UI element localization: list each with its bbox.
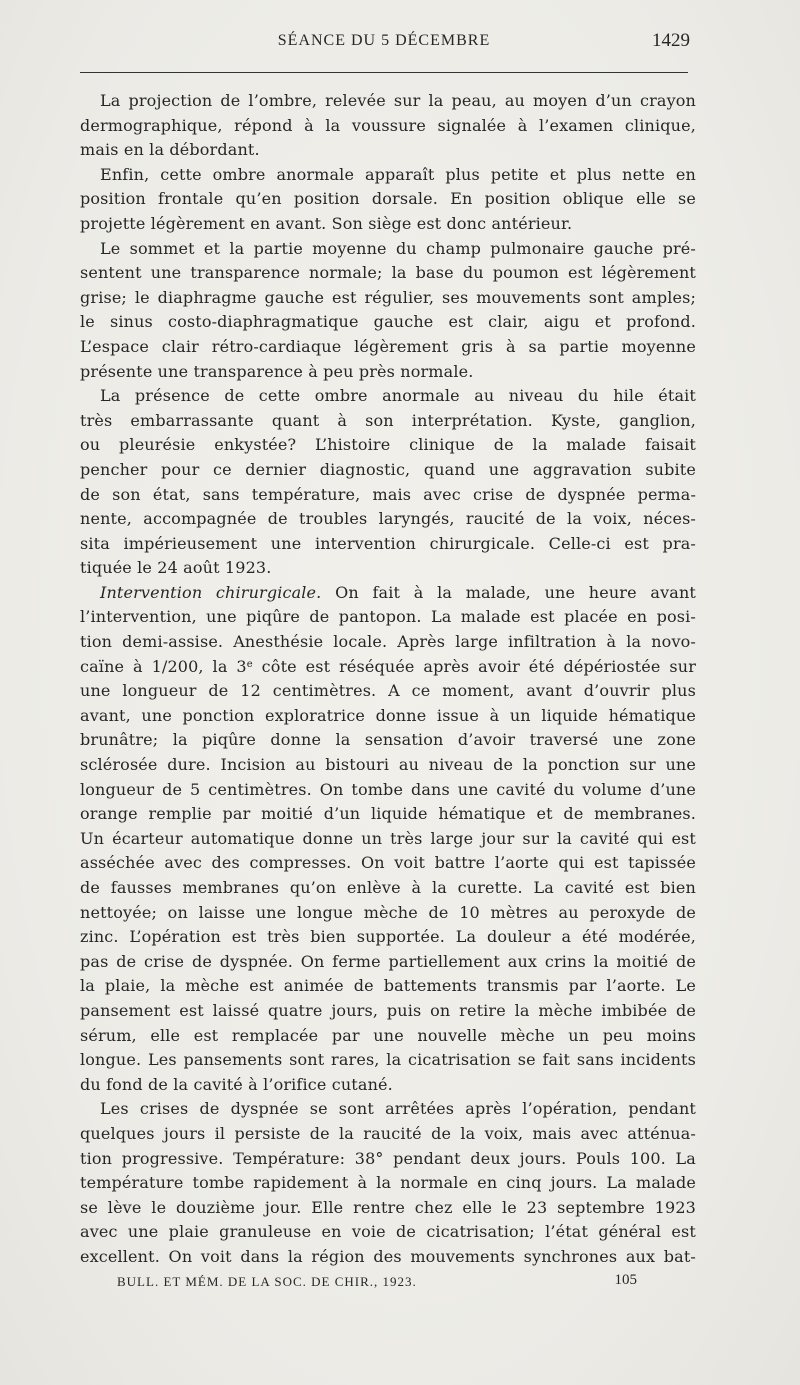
text-line: ou pleurésie enkystée? L’histoire clinique de la malade faisait bbox=[80, 435, 696, 455]
page-header bbox=[78, 30, 690, 56]
text-line: longueur de 5 centimètres. On tombe dans une cavité du volume d’une bbox=[80, 779, 696, 799]
text-line: sentent une transparence normale; la base du poumon est légèrement bbox=[80, 263, 696, 283]
text-line: pencher pour ce dernier diagnostic, quand une aggravation subite bbox=[80, 459, 696, 479]
text-line: le sinus costo-diaphragmatique gauche est clair, aigu et profond. bbox=[80, 312, 696, 332]
text-line: La projection de l’ombre, relevée sur la peau, au moyen d’un crayon bbox=[100, 91, 696, 110]
text-line: Un écarteur automatique donne un très large jour sur la cavité qui est bbox=[80, 828, 696, 848]
header-rule bbox=[80, 72, 688, 73]
text-line: brunâtre; la piqûre donne la sensation d’avoir traversé une zone bbox=[80, 730, 696, 750]
text-line: nente, accompagnée de troubles laryngés, raucité de la voix, néces- bbox=[80, 509, 696, 529]
text-line: présente une transparence à peu près normale. bbox=[80, 361, 474, 381]
text-line: avec une plaie granuleuse en voie de cicatrisation; l’état général est bbox=[80, 1222, 696, 1242]
text-line: nettoyée; on laisse une longue mèche de 10 mètres au peroxyde de bbox=[80, 902, 696, 922]
text-line: caïne à 1/200, la 3e côte est réséquée après avoir été dépériostée sur bbox=[80, 656, 696, 676]
text-line: asséchée avec des compresses. On voit battre l’aorte qui est tapissée bbox=[80, 853, 696, 873]
text-line: orange remplie par moitié d’un liquide hématique et de membranes. bbox=[80, 804, 696, 824]
signature-mark: 105 bbox=[614, 1272, 637, 1288]
text-line: très embarrassante quant à son interprétation. Kyste, ganglion, bbox=[80, 410, 696, 430]
text-line: excellent. On voit dans la région des mouvements synchrones aux bat- bbox=[80, 1246, 696, 1266]
text-line: L’espace clair rétro-cardiaque légèrement gris à sa partie moyenne bbox=[80, 336, 696, 356]
text-line: La présence de cette ombre anormale au niveau du hile était bbox=[100, 386, 696, 406]
text-line: Enfin, cette ombre anormale apparaît plus petite et plus nette en bbox=[100, 164, 696, 184]
text-line: projette légèrement en avant. Son siège est donc antérieur. bbox=[80, 213, 573, 233]
text-line: Les crises de dyspnée se sont arrêtées après l’opération, pendant bbox=[100, 1099, 696, 1119]
text-line: tion demi-assise. Anesthésie locale. Après large infiltration à la novo- bbox=[80, 632, 696, 652]
text-line: la plaie, la mèche est animée de battements transmis par l’aorte. Le bbox=[80, 976, 696, 996]
text-line: mais en la débordant. bbox=[80, 140, 260, 160]
text-line: l’intervention, une piqûre de pantopon. La malade est placée en posi- bbox=[80, 607, 696, 627]
text-line: pansement est laissé quatre jours, puis on retire la mèche imbibée de bbox=[80, 1000, 696, 1020]
text-line: grise; le diaphragme gauche est régulier, ses mouvements sont amples; bbox=[80, 287, 696, 307]
text-line: de son état, sans température, mais avec crise de dyspnée perma- bbox=[80, 484, 696, 504]
text-line: du fond de la cavité à l’orifice cutané. bbox=[80, 1074, 393, 1094]
superscript: e bbox=[246, 658, 253, 670]
text-line: Intervention chirurgicale. On fait à la malade, une heure avant bbox=[100, 582, 696, 602]
text-line: Le sommet et la partie moyenne du champ pulmonaire gauche pré- bbox=[100, 238, 696, 258]
page-footer bbox=[117, 1272, 637, 1296]
article-body bbox=[80, 89, 696, 1270]
journal-citation: BULL. ET MÉM. DE LA SOC. DE CHIR., 1923. bbox=[117, 1274, 417, 1289]
text-line: longue. Les pansements sont rares, la cicatrisation se fait sans incidents bbox=[80, 1050, 696, 1070]
text-line: sclérosée dure. Incision au bistouri au niveau de la ponction sur une bbox=[80, 755, 696, 775]
text-line: position frontale qu’en position dorsale. En position oblique elle se bbox=[80, 189, 696, 209]
text-line: sérum, elle est remplacée par une nouvelle mèche un peu moins bbox=[80, 1025, 696, 1045]
running-head: SÉANCE DU 5 DÉCEMBRE bbox=[277, 32, 491, 49]
text-line: tion progressive. Température: 38° pendant deux jours. Pouls 100. La bbox=[80, 1148, 696, 1168]
text-line: quelques jours il persiste de la raucité de la voix, mais avec atténua- bbox=[80, 1123, 696, 1143]
text-line: tiquée le 24 août 1923. bbox=[80, 558, 272, 578]
text-line: avant, une ponction exploratrice donne issue à un liquide hématique bbox=[80, 705, 696, 725]
text-line: une longueur de 12 centimètres. A ce moment, avant d’ouvrir plus bbox=[80, 681, 696, 701]
text-line: zinc. L’opération est très bien supportée. La douleur a été modérée, bbox=[80, 927, 696, 947]
text-line: température tombe rapidement à la normale en cinq jours. La malade bbox=[80, 1173, 696, 1193]
text-line: dermographique, répond à la voussure signalée à l’examen clinique, bbox=[80, 115, 696, 135]
text-line: se lève le douzième jour. Elle rentre chez elle le 23 septembre 1923 bbox=[80, 1197, 696, 1217]
text-line: sita impérieusement une intervention chirurgicale. Celle-ci est pra- bbox=[80, 533, 696, 553]
text-line: pas de crise de dyspnée. On ferme partiellement aux crins la moitié de bbox=[80, 951, 696, 971]
section-heading: Intervention chirurgicale. bbox=[100, 582, 322, 602]
page-number: 1429 bbox=[652, 30, 690, 51]
text-line: de fausses membranes qu’on enlève à la curette. La cavité est bien bbox=[80, 878, 696, 897]
